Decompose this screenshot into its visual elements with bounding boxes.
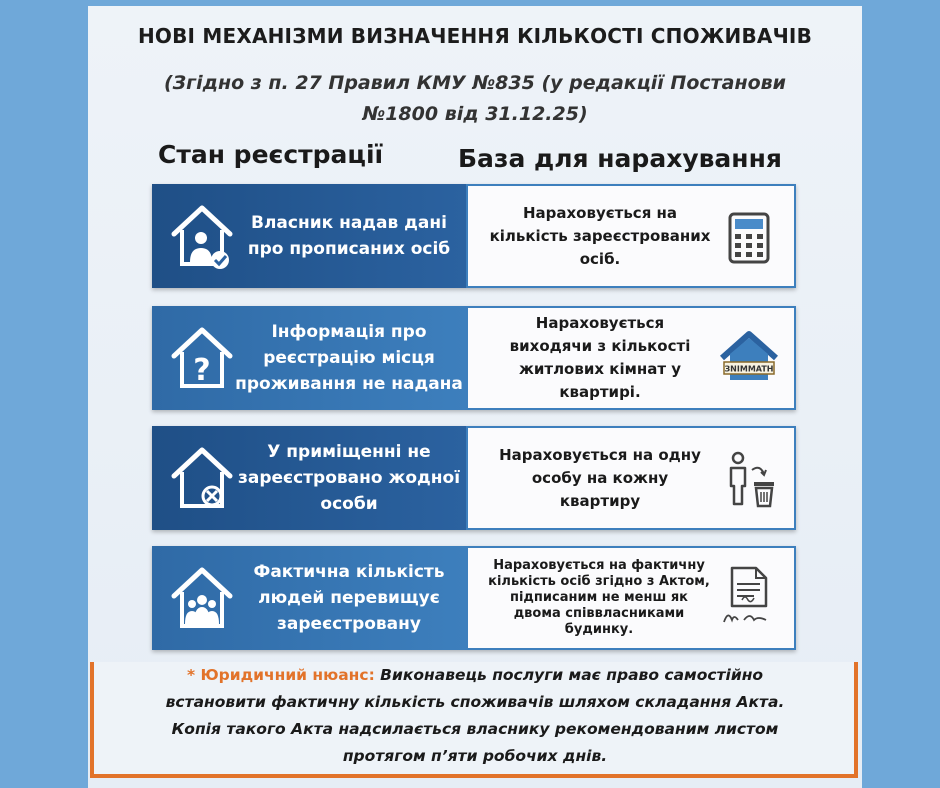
text-line: про прописаних осіб <box>247 239 451 259</box>
text-line: кількість осіб згідно з Актом, <box>488 574 710 589</box>
row-left-text <box>232 546 466 650</box>
row-right-text <box>482 428 718 528</box>
page-subtitle <box>128 68 822 130</box>
legal-note-box <box>90 662 858 778</box>
text-line: проживання не надана <box>235 374 463 394</box>
row-left-panel <box>152 426 466 530</box>
note-line-4: протягом п’яти робочих днів. <box>342 747 608 765</box>
row-actual-exceeds-registered <box>152 546 796 650</box>
text-line: Нараховується <box>535 314 665 332</box>
person-trash-icon <box>718 448 780 510</box>
subtitle-line-2: №1800 від 31.12.25) <box>362 103 588 125</box>
row-left-panel <box>152 306 466 410</box>
row-right-panel <box>466 426 796 530</box>
text-line: підписаним не менш як <box>509 590 688 605</box>
text-line: особи <box>320 494 378 514</box>
house-question-icon <box>170 324 234 392</box>
row-right-panel <box>466 306 796 410</box>
note-line-2: встановити фактичну кількість споживачів шляхом складання Акта. <box>165 693 785 711</box>
row-right-panel <box>466 546 796 650</box>
note-line-3: Копія такого Акта надсилається власнику рекомендованим листом <box>171 720 779 738</box>
row-right-panel <box>466 184 796 288</box>
document-signature-icon <box>718 564 780 626</box>
row-right-text <box>482 186 718 286</box>
text-line: осіб. <box>579 249 621 268</box>
text-line: двома співвласниками <box>513 606 685 621</box>
row-left-text <box>232 426 466 530</box>
house-cross-icon <box>170 444 234 512</box>
text-line: Нараховується на фактичну <box>493 558 705 573</box>
house-family-icon <box>170 564 234 632</box>
note-text-1: Виконавець послуги має право самостійно <box>374 666 764 684</box>
text-line: будинку. <box>564 622 634 637</box>
text-line: Фактична кількість <box>253 562 445 582</box>
row-left-panel <box>152 184 466 288</box>
text-line: особу на кожну <box>531 468 669 487</box>
text-line: Власник надав дані <box>251 213 447 233</box>
page-title: НОВІ МЕХАНІЗМИ ВИЗНАЧЕННЯ КІЛЬКОСТІ СПОЖИВАЧІВ <box>137 24 813 48</box>
row-owner-provided-data <box>152 184 796 288</box>
svg-text:?: ? <box>193 353 211 388</box>
text-line: квартирі. <box>559 383 641 401</box>
row-right-text <box>474 548 724 648</box>
text-line: квартиру <box>559 491 641 510</box>
text-line: виходячи з кількості <box>509 337 691 355</box>
text-line: Інформація про <box>271 322 427 342</box>
text-line: зареєстровано жодної <box>237 468 461 488</box>
row-right-text <box>482 308 718 408</box>
subtitle-line-1: (Згідно з п. 27 Правил КМУ №835 (у редакції Постанови <box>164 72 786 94</box>
text-line: Нараховується на <box>522 203 678 222</box>
note-line-1 <box>100 662 850 689</box>
legal-note-text <box>100 662 850 770</box>
row-registration-not-provided <box>152 306 796 410</box>
text-line: Нараховується на одну <box>499 445 701 464</box>
calculator-icon <box>718 206 780 268</box>
house-sign-icon <box>718 328 780 390</box>
text-line: кількість зареєстрованих <box>489 226 711 245</box>
column-heading-registration: Стан реєстрації <box>158 140 384 169</box>
text-line: людей перевищує <box>258 588 440 608</box>
text-line: реєстрацію місця <box>263 348 435 368</box>
column-heading-billing-base: База для нарахування <box>458 144 782 173</box>
note-label: * Юридичний нюанс: <box>186 666 375 684</box>
sign-text: ЗNIMMATH <box>724 364 774 374</box>
text-line: житлових кімнат у <box>518 360 682 378</box>
text-line: У приміщенні не <box>267 442 431 462</box>
row-left-text <box>232 306 466 410</box>
row-left-text <box>232 184 466 288</box>
text-line: зареєстровану <box>277 614 421 634</box>
row-nobody-registered <box>152 426 796 530</box>
house-person-check-icon <box>170 202 234 270</box>
row-left-panel <box>152 546 466 650</box>
